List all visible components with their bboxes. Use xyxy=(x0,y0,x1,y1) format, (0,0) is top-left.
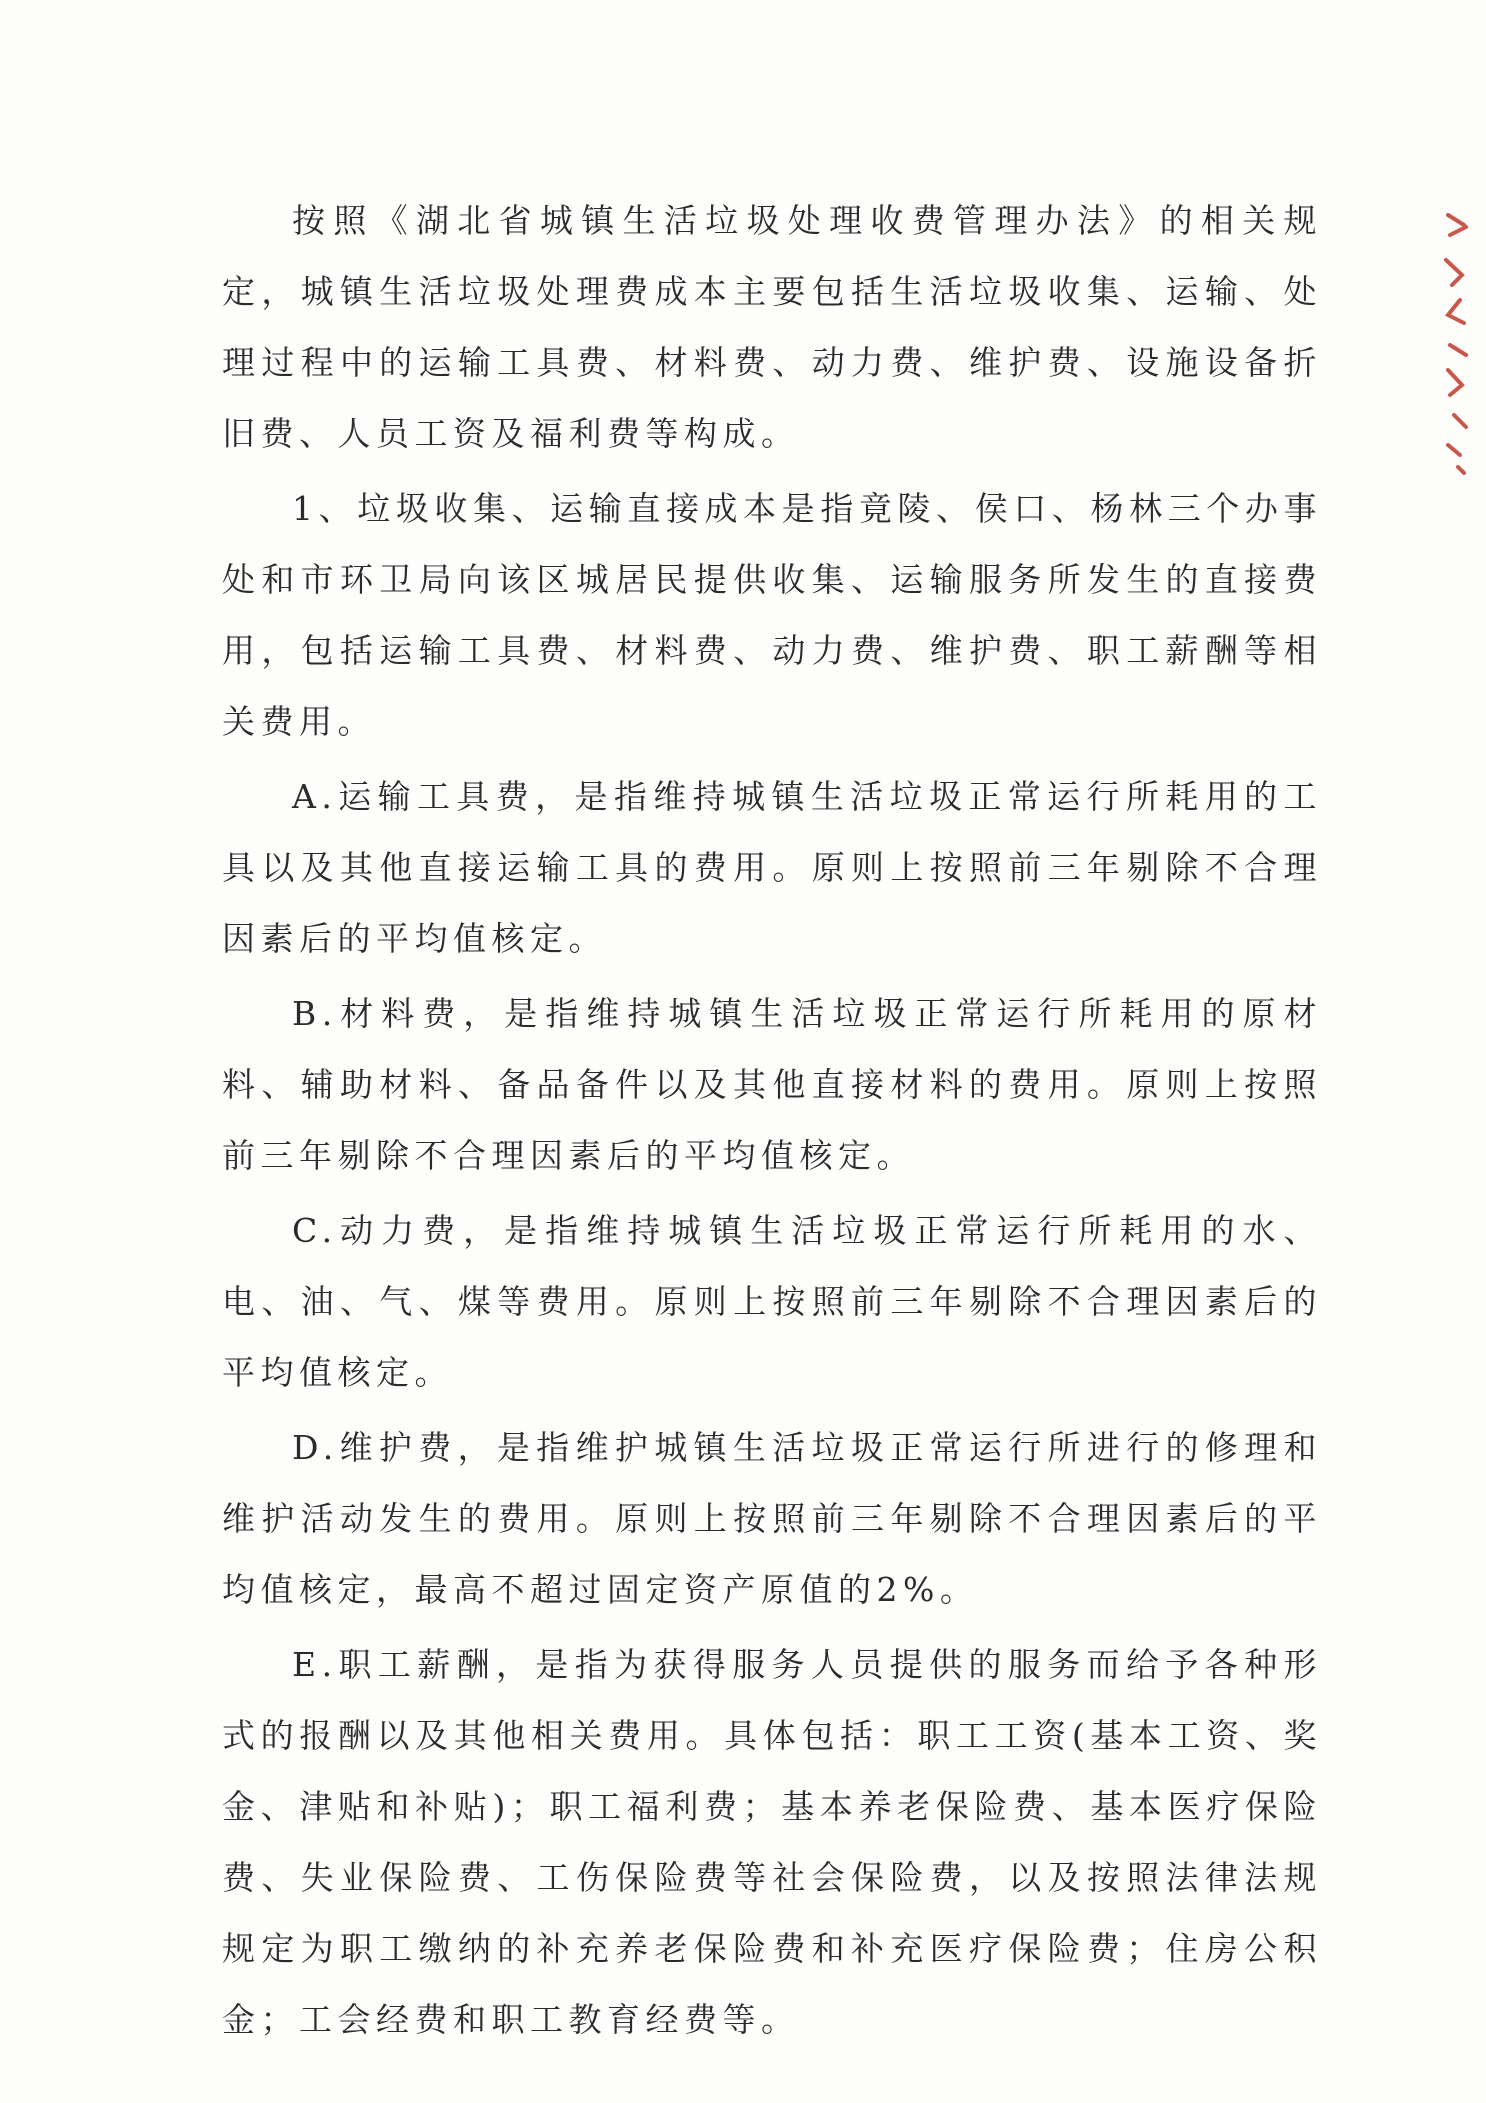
paragraph-item-d: D.维护费，是指维护城镇生活垃圾正常运行所进行的修理和维护活动发生的费用。原则上按照前三年剔除不合理因素后的平均值核定，最高不超过固定资产原值的2%。 xyxy=(222,1428,1322,1609)
seal-edge-mark xyxy=(1440,205,1474,475)
document-body xyxy=(222,185,1322,2059)
paragraph-item-b: B.材料费，是指维持城镇生活垃圾正常运行所耗用的原材料、辅助材料、备品备件以及其他直接材料的费用。原则上按照前三年剔除不合理因素后的平均值核定。 xyxy=(222,994,1322,1175)
paragraph-intro: 按照《湖北省城镇生活垃圾处理收费管理办法》的相关规定，城镇生活垃圾处理费成本主要包括生活垃圾收集、运输、处理过程中的运输工具费、材料费、动力费、维护费、设施设备折旧费、人员工资及福利费等构成。 xyxy=(222,201,1322,453)
paragraph-item-e: E.职工薪酬，是指为获得服务人员提供的服务而给予各种形式的报酬以及其他相关费用。具体包括：职工工资(基本工资、奖金、津贴和补贴)；职工福利费；基本养老保险费、基本医疗保险费、失业保险费、工伤保险费等社会保险费，以及按照法律法规规定为职工缴纳的补充养老保险费和补充医疗保险费；住房公积金；工会经费和职工教育经费等。 xyxy=(222,1645,1322,2039)
paragraph-item-1: 1、垃圾收集、运输直接成本是指竟陵、侯口、杨林三个办事处和市环卫局向该区城居民提供收集、运输服务所发生的直接费用，包括运输工具费、材料费、动力费、维护费、职工薪酬等相关费用。 xyxy=(222,489,1322,741)
paragraph-item-a: A.运输工具费，是指维持城镇生活垃圾正常运行所耗用的工具以及其他直接运输工具的费用。原则上按照前三年剔除不合理因素后的平均值核定。 xyxy=(222,777,1322,958)
paragraph-item-c: C.动力费，是指维持城镇生活垃圾正常运行所耗用的水、电、油、气、煤等费用。原则上按照前三年剔除不合理因素后的平均值核定。 xyxy=(222,1211,1322,1392)
